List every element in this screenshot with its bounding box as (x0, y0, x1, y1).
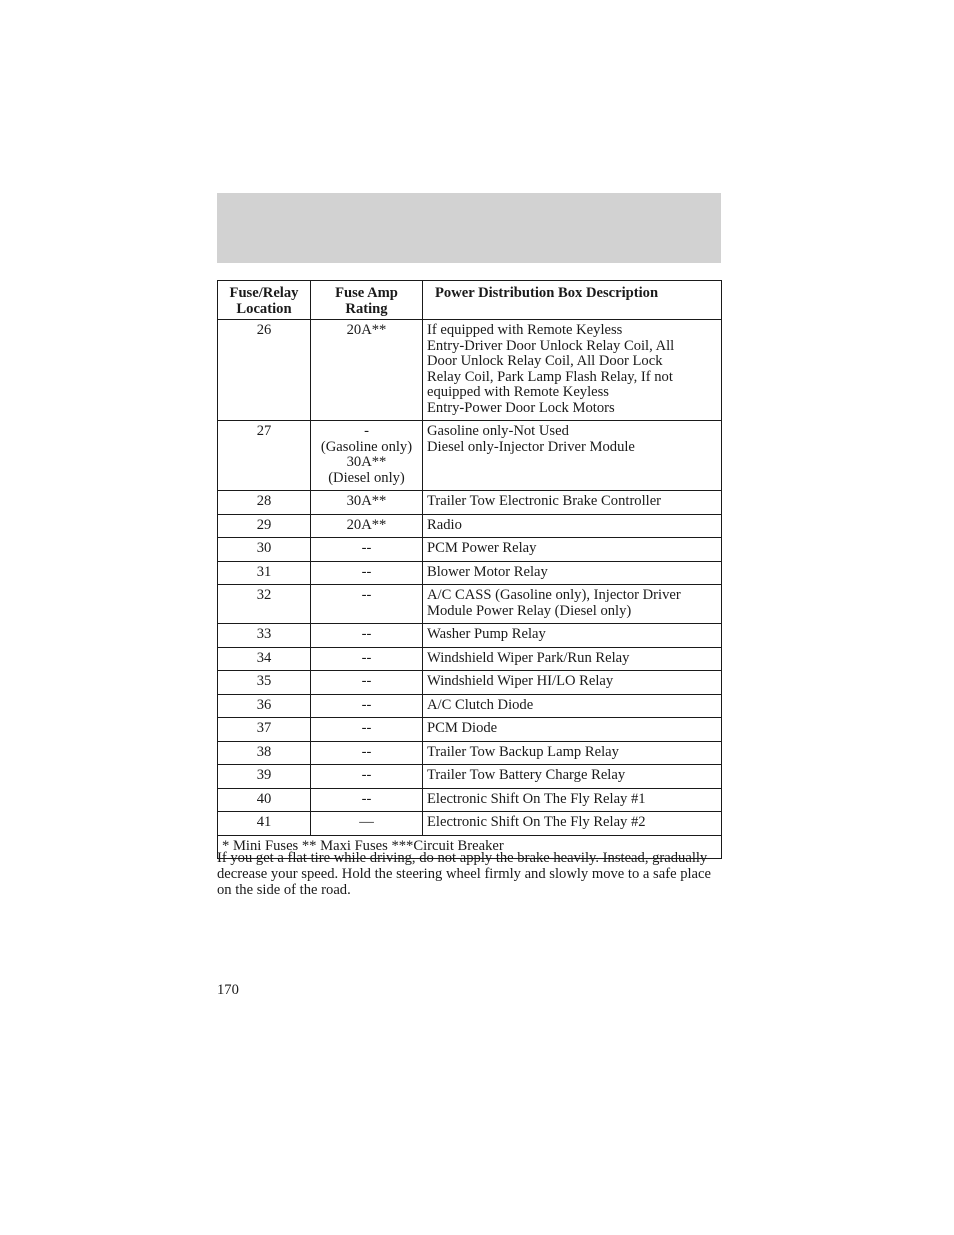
table-row (218, 491, 722, 515)
fuse-amp-cell (311, 585, 423, 624)
table-row (218, 421, 722, 491)
table-row (218, 561, 722, 585)
fuse-location-cell: 31 (218, 561, 311, 585)
fuse-amp-cell (311, 812, 423, 836)
description-line: A/C Clutch Diode (427, 696, 534, 713)
table-footnote: * Mini Fuses ** Maxi Fuses ***Circuit Breaker (218, 835, 722, 859)
fuse-location-cell: 27 (218, 421, 311, 491)
description-line: Module Power Relay (Diesel only) (427, 602, 632, 619)
amp-line: -- (361, 626, 372, 642)
fuse-amp-cell (311, 741, 423, 765)
description-line: Trailer Tow Backup Lamp Relay (427, 743, 619, 760)
table-row (218, 647, 722, 671)
table-row (218, 514, 722, 538)
fuse-description-cell (423, 624, 722, 648)
amp-line: -- (361, 563, 372, 580)
table-row (218, 718, 722, 742)
description-line: equipped with Remote Keyless (427, 384, 609, 400)
fuse-location-cell: 32 (218, 585, 311, 624)
fuse-location-cell: 34 (218, 647, 311, 671)
header-location: Fuse/Relay Location (218, 281, 311, 320)
fuse-amp-cell (311, 624, 423, 648)
description-line: Trailer Tow Electronic Brake Controller (427, 493, 662, 509)
description-line: Windshield Wiper HI/LO Relay (427, 673, 614, 689)
fuse-location-cell: 33 (218, 624, 311, 648)
fuse-description-cell (423, 741, 722, 765)
table-row (218, 624, 722, 648)
fuse-relay-table (217, 280, 722, 859)
fuse-amp-cell (311, 538, 423, 562)
description-line: Electronic Shift On The Fly Relay #2 (427, 814, 646, 830)
amp-line: -- (361, 673, 372, 689)
fuse-location-cell: 30 (218, 538, 311, 562)
fuse-amp-cell (311, 561, 423, 585)
description-line: Entry-Power Door Lock Motors (427, 399, 615, 416)
fuse-location-cell: 29 (218, 514, 311, 538)
table-row (218, 765, 722, 789)
fuse-location-cell: 39 (218, 765, 311, 789)
amp-line: -- (361, 587, 372, 603)
fuse-amp-cell (311, 421, 423, 491)
fuse-description-cell (423, 514, 722, 538)
amp-line: 30A** (346, 493, 387, 509)
fuse-location-cell: 38 (218, 741, 311, 765)
description-line: PCM Power Relay (427, 540, 537, 556)
fuse-location-cell: 35 (218, 671, 311, 695)
table-row (218, 788, 722, 812)
amp-line: -- (361, 540, 372, 556)
fuse-description-cell (423, 491, 722, 515)
description-line: Diesel only-Injector Driver Module (427, 438, 635, 455)
description-line: Blower Motor Relay (427, 563, 548, 580)
fuse-description-cell (423, 694, 722, 718)
description-line: Electronic Shift On The Fly Relay #1 (427, 790, 646, 807)
fuse-amp-cell (311, 514, 423, 538)
fuse-description-cell (423, 421, 722, 491)
amp-line: -- (361, 790, 372, 807)
description-line: Windshield Wiper Park/Run Relay (427, 649, 630, 666)
fuse-location-cell: 41 (218, 812, 311, 836)
header-description: Power Distribution Box Description (423, 281, 722, 320)
fuse-location-cell: 37 (218, 718, 311, 742)
amp-line: 20A** (346, 516, 387, 533)
fuse-amp-cell (311, 765, 423, 789)
fuse-description-cell (423, 320, 722, 421)
fuse-amp-cell (311, 694, 423, 718)
amp-line: 30A** (346, 454, 387, 470)
amp-line: 20A** (346, 322, 387, 338)
description-line: Washer Pump Relay (427, 626, 546, 642)
table-row (218, 694, 722, 718)
fuse-description-cell (423, 538, 722, 562)
fuse-location-cell: 28 (218, 491, 311, 515)
table-row (218, 812, 722, 836)
description-line: Trailer Tow Battery Charge Relay (427, 767, 626, 783)
fuse-amp-cell (311, 647, 423, 671)
description-line: Gasoline only-Not Used (427, 423, 569, 439)
table-row (218, 585, 722, 624)
fuse-amp-cell (311, 320, 423, 421)
amp-line: -- (361, 743, 372, 760)
table-header-row (218, 281, 722, 320)
fuse-location-cell: 40 (218, 788, 311, 812)
amp-line: -- (361, 696, 372, 713)
fuse-description-cell (423, 647, 722, 671)
fuse-location-cell: 26 (218, 320, 311, 421)
fuse-amp-cell (311, 671, 423, 695)
section-header-band (217, 193, 721, 263)
description-line: If equipped with Remote Keyless (427, 322, 623, 338)
fuse-description-cell (423, 788, 722, 812)
fuse-amp-cell (311, 718, 423, 742)
flat-tire-paragraph: If you get a flat tire while driving, do not apply the brake heavily. Instead, gradually decrease your speed. Hold the steering wheel firmly and slowly move to a safe place on the side of the road. (217, 850, 711, 898)
fuse-description-cell (423, 765, 722, 789)
description-line: Radio (427, 516, 462, 533)
description-line: Relay Coil, Park Lamp Flash Relay, If not (427, 368, 673, 385)
amp-line: - (364, 423, 369, 439)
fuse-description-cell (423, 718, 722, 742)
header-amp-rating: Fuse Amp Rating (311, 281, 423, 320)
fuse-description-cell (423, 671, 722, 695)
table-body (218, 320, 722, 836)
table-row (218, 741, 722, 765)
amp-line: -- (361, 720, 372, 736)
description-line: Entry-Driver Door Unlock Relay Coil, All (427, 337, 675, 354)
fuse-description-cell (423, 585, 722, 624)
table-row (218, 320, 722, 421)
fuse-location-cell: 36 (218, 694, 311, 718)
table-row (218, 538, 722, 562)
amp-line: -- (361, 649, 372, 666)
fuse-description-cell (423, 812, 722, 836)
description-line: A/C CASS (Gasoline only), Injector Driver (427, 587, 681, 603)
table-row (218, 671, 722, 695)
description-line: PCM Diode (427, 720, 498, 736)
fuse-description-cell (423, 561, 722, 585)
description-line: Door Unlock Relay Coil, All Door Lock (427, 353, 663, 369)
fuse-amp-cell (311, 491, 423, 515)
amp-line: (Gasoline only) (320, 438, 413, 455)
page-number: 170 (217, 982, 239, 998)
amp-line: -- (361, 767, 372, 783)
amp-line: — (359, 814, 374, 830)
fuse-amp-cell (311, 788, 423, 812)
amp-line: (Diesel only) (328, 469, 405, 486)
